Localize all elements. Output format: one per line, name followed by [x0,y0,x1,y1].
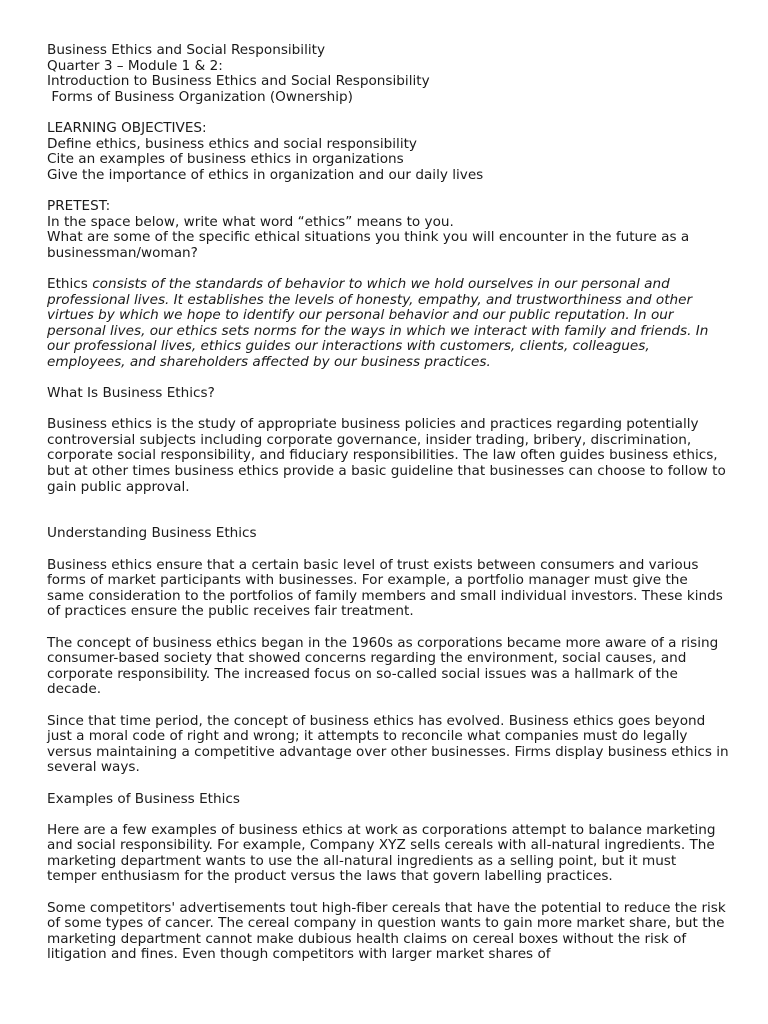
document-page [47,43,729,963]
pretest-heading: PRETEST: [47,197,111,214]
quarter-module: Quarter 3 – Module 1 & 2: [47,57,223,74]
objective-item: Cite an examples of business ethics in organizations [47,151,404,168]
understanding-paragraph-2: The concept of business ethics began in the 1960s as corporations became more aware of a rising consumer-based society that showed concerns regarding the environment, social causes, and corporate responsibility. The increased focus on so-called social issues was a hallmark of the decade. [47,634,719,698]
examples-heading: Examples of Business Ethics [47,790,240,807]
objectives-heading: LEARNING OBJECTIVES: [47,119,207,136]
pretest-question-1: In the space below, write what word “ethics” means to you. [47,213,454,230]
pretest-question-2: What are some of the specific ethical situations you think you will encounter in the future as a businessman/woman? [47,229,690,261]
examples-paragraph-2: Some competitors' advertisements tout high-fiber cereals that have the potential to reduce the risk of some types of cancer. The cereal company in question wants to gain more market share, but the marketing department cannot make dubious health claims on cereal boxes without the risk of litigation and fines. Even though competitors with larger market shares of [47,899,726,963]
module-2-title: Forms of Business Organization (Ownership) [47,88,353,105]
learning-objectives [47,121,729,183]
ethics-term: Ethics [47,275,88,292]
understanding-paragraph-1: Business ethics ensure that a certain basic level of trust exists between consumers and various forms of market participants with businesses. For example, a portfolio manager must give the same consideration to the portfolios of family members and small individual investors. These kinds of practices ensure the public receives fair treatment. [47,556,723,620]
objective-item: Give the importance of ethics in organization and our daily lives [47,166,484,183]
document-header [47,43,729,105]
pretest-section [47,199,729,261]
module-1-title: Introduction to Business Ethics and Social Responsibility [47,73,430,90]
understanding-heading: Understanding Business Ethics [47,525,257,542]
document-title: Business Ethics and Social Responsibility [47,42,326,58]
objective-item: Define ethics, business ethics and social responsibility [47,135,417,152]
examples-paragraph-1: Here are a few examples of business ethics at work as corporations attempt to balance marketing and social responsibility. For example, Company XYZ sells cereals with all-natural ingredients. The marketing department wants to use the all-natural ingredients as a selling point, but it must temper enthusiasm for the product versus the laws that govern labelling practices. [47,821,716,885]
ethics-definition [47,277,729,371]
what-is-heading: What Is Business Ethics? [47,385,215,402]
ethics-definition-text: consists of the standards of behavior to which we hold ourselves in our personal and professional lives. It establishes the levels of honesty, empathy, and trustworthiness and other virtues by which we hope to identify our personal behavior and our public reputation. In our personal lives, our ethics sets norms for the ways in which we interact with family and friends. In our professional lives, ethics guides our interactions with customers, clients, colleagues, employees, and shareholders affected by our business practices. [47,275,709,370]
understanding-paragraph-3: Since that time period, the concept of business ethics has evolved. Business ethics goes beyond just a moral code of right and wrong; it attempts to reconcile what companies must do legally versus maintaining a competitive advantage over other businesses. Firms display business ethics in several ways. [47,712,729,776]
what-is-body: Business ethics is the study of appropriate business policies and practices regarding potentially controversial subjects including corporate governance, insider trading, bribery, discrimination, corporate social responsibility, and fiduciary responsibilities. The law often guides business ethics, but at other times business ethics provide a basic guideline that businesses can choose to follow to gain public approval. [47,416,726,495]
